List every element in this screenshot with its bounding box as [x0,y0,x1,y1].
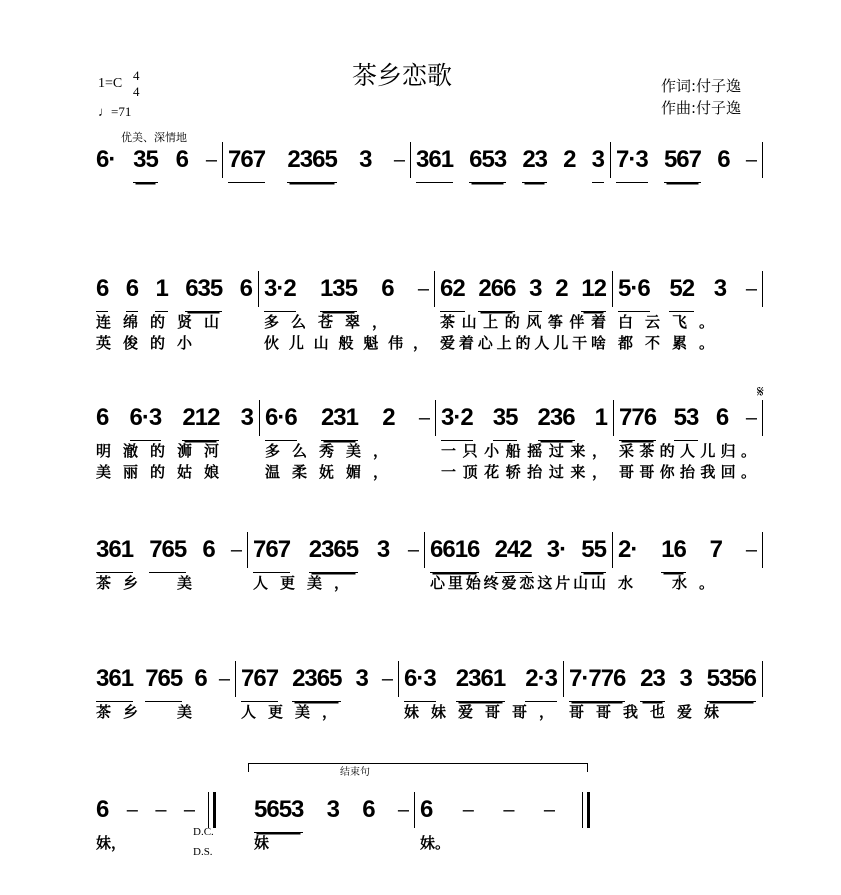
note: 6 [717,146,730,173]
note: 6616 [430,536,479,573]
barline [398,661,399,697]
lyric-verse-2: 温柔妩媚， [265,463,401,481]
note: 6·6 [265,404,297,441]
dash-note: – [503,799,514,821]
measure [90,275,258,365]
notes [430,536,606,573]
note: 361 [416,146,453,183]
ds-marking: D.S. [193,846,213,858]
segno-icon: 𝄋 [757,382,764,401]
notes [618,536,756,573]
measure [613,404,762,494]
note: 6·3 [130,404,162,441]
lyric-verse-1: 妹 [254,834,270,852]
double-barline [582,792,590,828]
dash-note: – [218,668,229,690]
notes [619,404,756,441]
note: 6 [96,275,108,312]
note: 6 [175,146,189,173]
barline [612,271,613,307]
lyric-verse-2: 都不累。 [618,334,727,352]
lyric-verse-1: 水 水。 [618,574,727,592]
note: 7·3 [616,146,648,183]
note: 266 [478,275,515,312]
measure [90,665,235,755]
dash-note: – [393,149,404,171]
dash-note: – [407,539,418,561]
note: 3 [326,796,339,823]
note: 6 [420,796,433,823]
note: 1 [155,275,167,312]
note: 5·6 [618,275,650,312]
notes [265,404,429,441]
dash-note: – [462,799,473,821]
notes [441,404,607,441]
lyric-verse-1: 明澈的浉河 [96,442,232,460]
lyric-verse-1: 白云飞。 [618,313,727,331]
barline [434,271,435,307]
note: 3·2 [441,404,473,441]
lyric-verse-1: 妹， [96,834,127,852]
barline [247,532,248,568]
note: 765 [145,665,182,702]
score-line [0,275,841,365]
lyric-verse-1: 哥哥我也爱妹 [569,703,732,721]
notes [404,665,557,702]
note: 7 [709,536,723,563]
note: 5653 [254,796,303,833]
note: 3 [240,404,253,431]
dash-note: – [417,278,428,300]
note: 635 [185,275,222,312]
lyric-verse-1: 茶乡 美 [96,703,205,721]
note: 6 [381,275,394,302]
score-line [0,146,841,236]
lyric-verse-1: 妹妹爱哥哥， [404,703,567,721]
dash-note: – [381,668,392,690]
dash-note: – [183,799,194,821]
note: 767 [253,536,290,573]
dash-note: – [155,799,166,821]
dash-note: – [205,149,216,171]
notes [253,536,418,573]
note: 567 [664,146,701,183]
measure [90,146,222,236]
measure [222,146,410,236]
time-bottom: 4 [133,84,140,99]
note: 6 [715,404,729,431]
note: 361 [96,665,133,702]
note: 55 [581,536,606,573]
notes [569,665,756,702]
note: 767 [228,146,265,183]
notes [616,146,756,183]
measure [90,796,200,886]
lyric-verse-2: 哥哥你抬我回。 [619,463,762,481]
measure [612,536,762,626]
lyric-verse-1: 采茶的人儿归。 [619,442,762,460]
time-top: 4 [133,68,140,83]
lyric-verse-1: 一只小船摇过来， [441,442,614,460]
dash-note: – [543,799,554,821]
barline [610,142,611,178]
note: 231 [321,404,358,441]
barline [222,142,223,178]
barline [762,271,763,307]
lyric-verse-1: 茶乡 美 [96,574,205,592]
note: 23 [640,665,665,702]
note: 765 [149,536,186,573]
note: 2365 [292,665,341,702]
note: 12 [581,275,606,312]
notes [254,796,408,833]
lyric-verse-1: 茶山上的风筝伴着 [440,313,613,331]
song-title: 茶乡恋歌 [352,61,453,90]
note: 776 [619,404,656,441]
barline [410,142,411,178]
note: 6 [126,275,138,312]
note: 1 [594,404,607,431]
lyricist: 作词:付子逸 [661,77,742,95]
barline [435,400,436,436]
barline [258,271,259,307]
notes [96,404,253,441]
barline [424,532,425,568]
dash-note: – [126,799,137,821]
ending-bracket [248,763,588,772]
lyric-verse-2: 伙儿山般魁伟， [264,334,438,352]
note: 2 [555,275,568,302]
barline [762,532,763,568]
measure [90,404,259,494]
note: 2·3 [525,665,557,702]
measure [398,665,567,755]
measure [563,665,762,755]
note: 5356 [707,665,756,702]
lyric-verse-2: 英俊的小 [96,334,205,352]
lyric-verse-1: 心里始终爱恋这片山山 [430,574,609,592]
note: 6 [96,796,109,823]
score-line [0,536,841,626]
lyric-verse-1: 人更美， [253,574,362,592]
barline [414,792,415,828]
note: 3 [376,536,390,563]
measure [434,275,612,365]
note: 767 [241,665,278,702]
lyric-verse-1: 多么秀美， [265,442,401,460]
time-signature [133,68,140,100]
note: 62 [440,275,465,312]
measure [610,146,762,236]
note: 236 [538,404,575,441]
barline [235,661,236,697]
notes [96,665,229,702]
expression-marking: 优美、深情地 [121,131,187,144]
notes [618,275,756,312]
measure [258,275,438,365]
repeat-markings [193,822,214,862]
barline [563,661,564,697]
measure [424,536,612,626]
note: 6 [202,536,215,563]
note: 3 [713,275,727,302]
ending-label: 结束句 [340,767,370,778]
note: 6 [194,665,207,692]
key-signature: 1=C [98,76,123,91]
measure [235,665,398,755]
note: 7·776 [569,665,625,702]
measure [435,404,613,494]
note: 6 [239,275,252,302]
dash-note: – [745,407,756,429]
barline [259,400,260,436]
notes [96,146,216,183]
measure [410,146,610,236]
barline [613,400,614,436]
notes [264,275,428,312]
note: 35 [133,146,158,183]
note: 2· [618,536,638,563]
lyric-verse-1: 连绵的贤山 [96,313,232,331]
note: 242 [495,536,532,573]
note: 653 [469,146,506,183]
note: 3 [592,146,604,183]
notes [416,146,604,183]
note: 35 [493,404,518,441]
note: 53 [674,404,699,441]
lyric-verse-1: 妹。 [420,834,451,852]
measure [248,796,414,886]
lyric-verse-2: 美丽的姑娘 [96,463,232,481]
note: 6 [362,796,375,823]
note: 3 [355,665,368,692]
note: 212 [182,404,219,441]
notes [420,796,554,832]
note: 2 [382,404,395,431]
note: 16 [661,536,686,573]
tempo-marking: ♩=71 [98,104,132,119]
measure [259,404,435,494]
measure [90,536,247,626]
barline [762,661,763,697]
note: 3 [679,665,692,692]
note: 2365 [287,146,336,183]
note: 52 [669,275,694,312]
note: 6 [96,404,109,431]
notes [96,536,241,573]
note: 3·2 [264,275,296,312]
note: 3 [529,275,541,312]
notes [96,275,252,312]
barline [762,400,763,436]
dash-note: – [230,539,241,561]
measure [414,796,560,886]
notes [440,275,606,312]
note: 3· [546,536,567,563]
lyric-verse-1: 多么苍翠， [264,313,400,331]
composer: 作曲:付子逸 [661,99,742,117]
note: 6·3 [404,665,436,702]
notes [241,665,392,702]
barline [762,142,763,178]
notes [96,796,194,832]
note: 3 [359,146,372,173]
note: 2 [563,146,576,173]
note: 23 [522,146,547,183]
dash-note: – [418,407,429,429]
dc-marking: D.C. [193,826,214,838]
score-line [0,665,841,755]
note: 6· [96,146,116,173]
lyric-verse-1: 人更美， [241,703,350,721]
score-line [0,382,841,494]
barline [612,532,613,568]
note: 2361 [456,665,505,702]
note: 135 [320,275,357,312]
lyric-verse-2: 爱着心上的人儿干啥 [440,334,610,352]
lyric-verse-2: 一顶花轿抬过来， [441,463,614,481]
note: 361 [96,536,133,573]
measure [612,275,762,365]
dash-note: – [745,278,756,300]
measure [247,536,424,626]
note: 2365 [309,536,358,573]
dash-note: – [745,149,756,171]
score-line [0,767,841,886]
dash-note: – [745,539,756,561]
dash-note: – [397,799,408,821]
notes [228,146,404,183]
